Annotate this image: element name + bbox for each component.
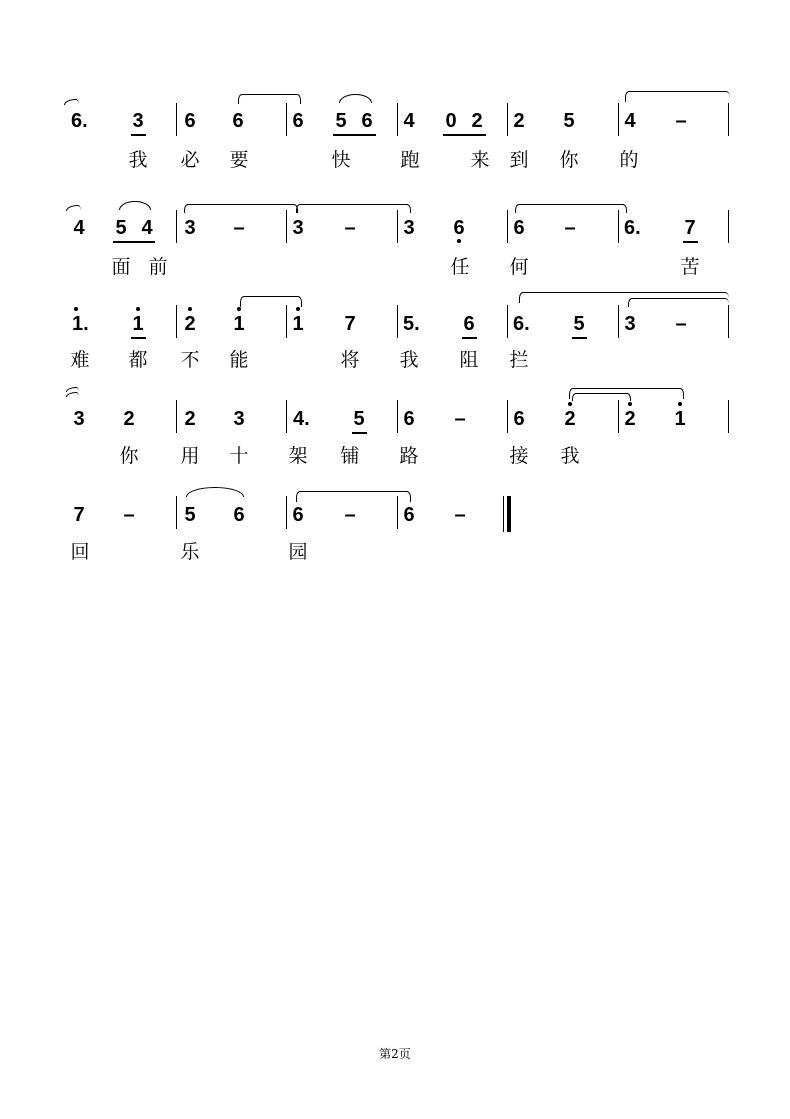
note: 6 xyxy=(463,313,475,335)
lyric: 的 xyxy=(619,149,639,171)
lyric: 我 xyxy=(128,149,148,171)
note: 6 xyxy=(403,504,415,526)
lyric: 接 xyxy=(509,445,529,467)
lyric: 回 xyxy=(70,541,90,563)
note: 2 xyxy=(184,313,196,335)
note: 6 xyxy=(453,217,465,239)
note: 6 xyxy=(292,504,304,526)
note: 6 xyxy=(232,110,244,132)
note: 5 xyxy=(573,313,585,335)
note: 1 xyxy=(132,313,144,335)
note: 3 xyxy=(233,408,245,430)
barline xyxy=(397,400,398,433)
note: – xyxy=(564,217,576,239)
high-octave-dot xyxy=(628,402,632,406)
tie xyxy=(628,298,729,307)
note: – xyxy=(454,504,466,526)
high-octave-dot xyxy=(568,402,572,406)
barline xyxy=(618,400,619,433)
barline xyxy=(728,305,729,338)
barline xyxy=(176,400,177,433)
note: 2 xyxy=(624,408,636,430)
lyric: 用 xyxy=(180,445,200,467)
barline xyxy=(397,103,398,136)
final-barline-thick xyxy=(507,496,511,532)
barline xyxy=(176,103,177,136)
lyric: 快 xyxy=(331,149,351,171)
lyric: 阻 xyxy=(459,349,479,371)
note: 6. xyxy=(71,110,88,132)
lyric: 你 xyxy=(559,149,579,171)
note: 6. xyxy=(624,217,641,239)
lyric: 铺 xyxy=(340,445,360,467)
note: 3 xyxy=(184,217,196,239)
note: 7 xyxy=(344,313,356,335)
note: 6 xyxy=(513,217,525,239)
underline xyxy=(333,134,376,136)
tie xyxy=(240,296,302,307)
lyric: 园 xyxy=(288,541,308,563)
high-octave-dot xyxy=(136,307,140,311)
high-octave-dot xyxy=(678,402,682,406)
note: 5 xyxy=(335,110,347,132)
note: 1 xyxy=(674,408,686,430)
lyric: 要 xyxy=(229,149,249,171)
note: 0 xyxy=(445,110,457,132)
note: 3 xyxy=(624,313,636,335)
lyric: 架 xyxy=(288,445,308,467)
lyric: 跑 xyxy=(400,149,420,171)
note: – xyxy=(123,504,135,526)
note: 2 xyxy=(123,408,135,430)
lyric: 都 xyxy=(128,349,148,371)
note: 5 xyxy=(184,504,196,526)
tie xyxy=(625,91,730,102)
underline xyxy=(113,241,155,243)
tie xyxy=(184,204,298,213)
note: 6. xyxy=(513,313,530,335)
note: 4 xyxy=(141,217,153,239)
lyric: 任 xyxy=(450,256,470,278)
note: 7 xyxy=(73,504,85,526)
lyric: 到 xyxy=(509,149,529,171)
note: 2 xyxy=(564,408,576,430)
note: 1 xyxy=(233,313,245,335)
lyric: 不 xyxy=(180,349,200,371)
lyric: 乐 xyxy=(180,541,200,563)
slur-mark xyxy=(64,99,79,105)
note: 3 xyxy=(132,110,144,132)
tie xyxy=(572,393,631,401)
note: 1 xyxy=(292,313,304,335)
barline xyxy=(507,210,508,243)
note: 4 xyxy=(73,217,85,239)
note: – xyxy=(344,504,356,526)
high-octave-dot xyxy=(188,307,192,311)
lyric: 何 xyxy=(509,256,529,278)
lyric: 能 xyxy=(229,349,249,371)
page-number: 第2页 xyxy=(379,1047,411,1061)
note: 6 xyxy=(184,110,196,132)
note: 6 xyxy=(233,504,245,526)
underline xyxy=(443,134,486,136)
note: – xyxy=(675,110,687,132)
note: 5 xyxy=(115,217,127,239)
barline xyxy=(286,305,287,338)
note: – xyxy=(344,217,356,239)
note: 2 xyxy=(513,110,525,132)
barline xyxy=(286,400,287,433)
barline xyxy=(728,400,729,433)
barline xyxy=(176,496,177,529)
note: 3 xyxy=(73,408,85,430)
note: 4. xyxy=(293,408,310,430)
note: 2 xyxy=(184,408,196,430)
slur-mark xyxy=(66,392,79,397)
barline xyxy=(286,210,287,243)
tie xyxy=(296,204,411,213)
lyric: 我 xyxy=(560,445,580,467)
note: 4 xyxy=(403,110,415,132)
lyric: 将 xyxy=(340,349,360,371)
lyric: 路 xyxy=(399,445,419,467)
slur xyxy=(186,487,244,497)
note: 5. xyxy=(403,313,420,335)
lyric: 难 xyxy=(70,349,90,371)
note: 2 xyxy=(471,110,483,132)
lyric: 十 xyxy=(229,445,249,467)
barline xyxy=(618,305,619,338)
lyric: 面 xyxy=(111,256,131,278)
barline xyxy=(397,305,398,338)
barline xyxy=(618,210,619,243)
underline xyxy=(683,241,698,243)
tie xyxy=(238,94,301,104)
underline xyxy=(131,134,146,136)
barline xyxy=(507,305,508,338)
barline xyxy=(176,210,177,243)
note: 5 xyxy=(563,110,575,132)
note: – xyxy=(233,217,245,239)
underline xyxy=(352,432,367,434)
barline xyxy=(728,103,729,136)
barline xyxy=(397,210,398,243)
lyric: 前 xyxy=(148,256,168,278)
barline xyxy=(176,305,177,338)
note: 6 xyxy=(513,408,525,430)
lyric: 我 xyxy=(399,349,419,371)
note: 3 xyxy=(403,217,415,239)
note: 4 xyxy=(624,110,636,132)
tie xyxy=(515,204,627,213)
note: 6 xyxy=(292,110,304,132)
barline xyxy=(286,103,287,136)
note: 6 xyxy=(403,408,415,430)
note: 5 xyxy=(353,408,365,430)
barline xyxy=(286,496,287,529)
final-barline-thin xyxy=(503,496,504,532)
barline xyxy=(618,103,619,136)
underline xyxy=(131,337,146,339)
underline xyxy=(462,337,477,339)
barline xyxy=(507,103,508,136)
lyric: 来 xyxy=(470,149,490,171)
note: – xyxy=(675,313,687,335)
barline xyxy=(728,210,729,243)
underline xyxy=(572,337,587,339)
note: 7 xyxy=(684,217,696,239)
lyric: 拦 xyxy=(509,349,529,371)
high-octave-dot xyxy=(74,307,78,311)
lyric: 必 xyxy=(180,149,200,171)
note: 3 xyxy=(292,217,304,239)
high-octave-dot xyxy=(296,307,300,311)
slur xyxy=(339,94,372,103)
tie xyxy=(296,491,411,502)
high-octave-dot xyxy=(237,307,241,311)
slur-mark xyxy=(66,205,81,211)
note: 1. xyxy=(72,313,89,335)
note: – xyxy=(454,408,466,430)
note: 6 xyxy=(361,110,373,132)
lyric: 你 xyxy=(119,445,139,467)
lyric: 苦 xyxy=(680,256,700,278)
barline xyxy=(507,400,508,433)
low-octave-dot xyxy=(457,239,461,243)
slur xyxy=(119,201,151,210)
